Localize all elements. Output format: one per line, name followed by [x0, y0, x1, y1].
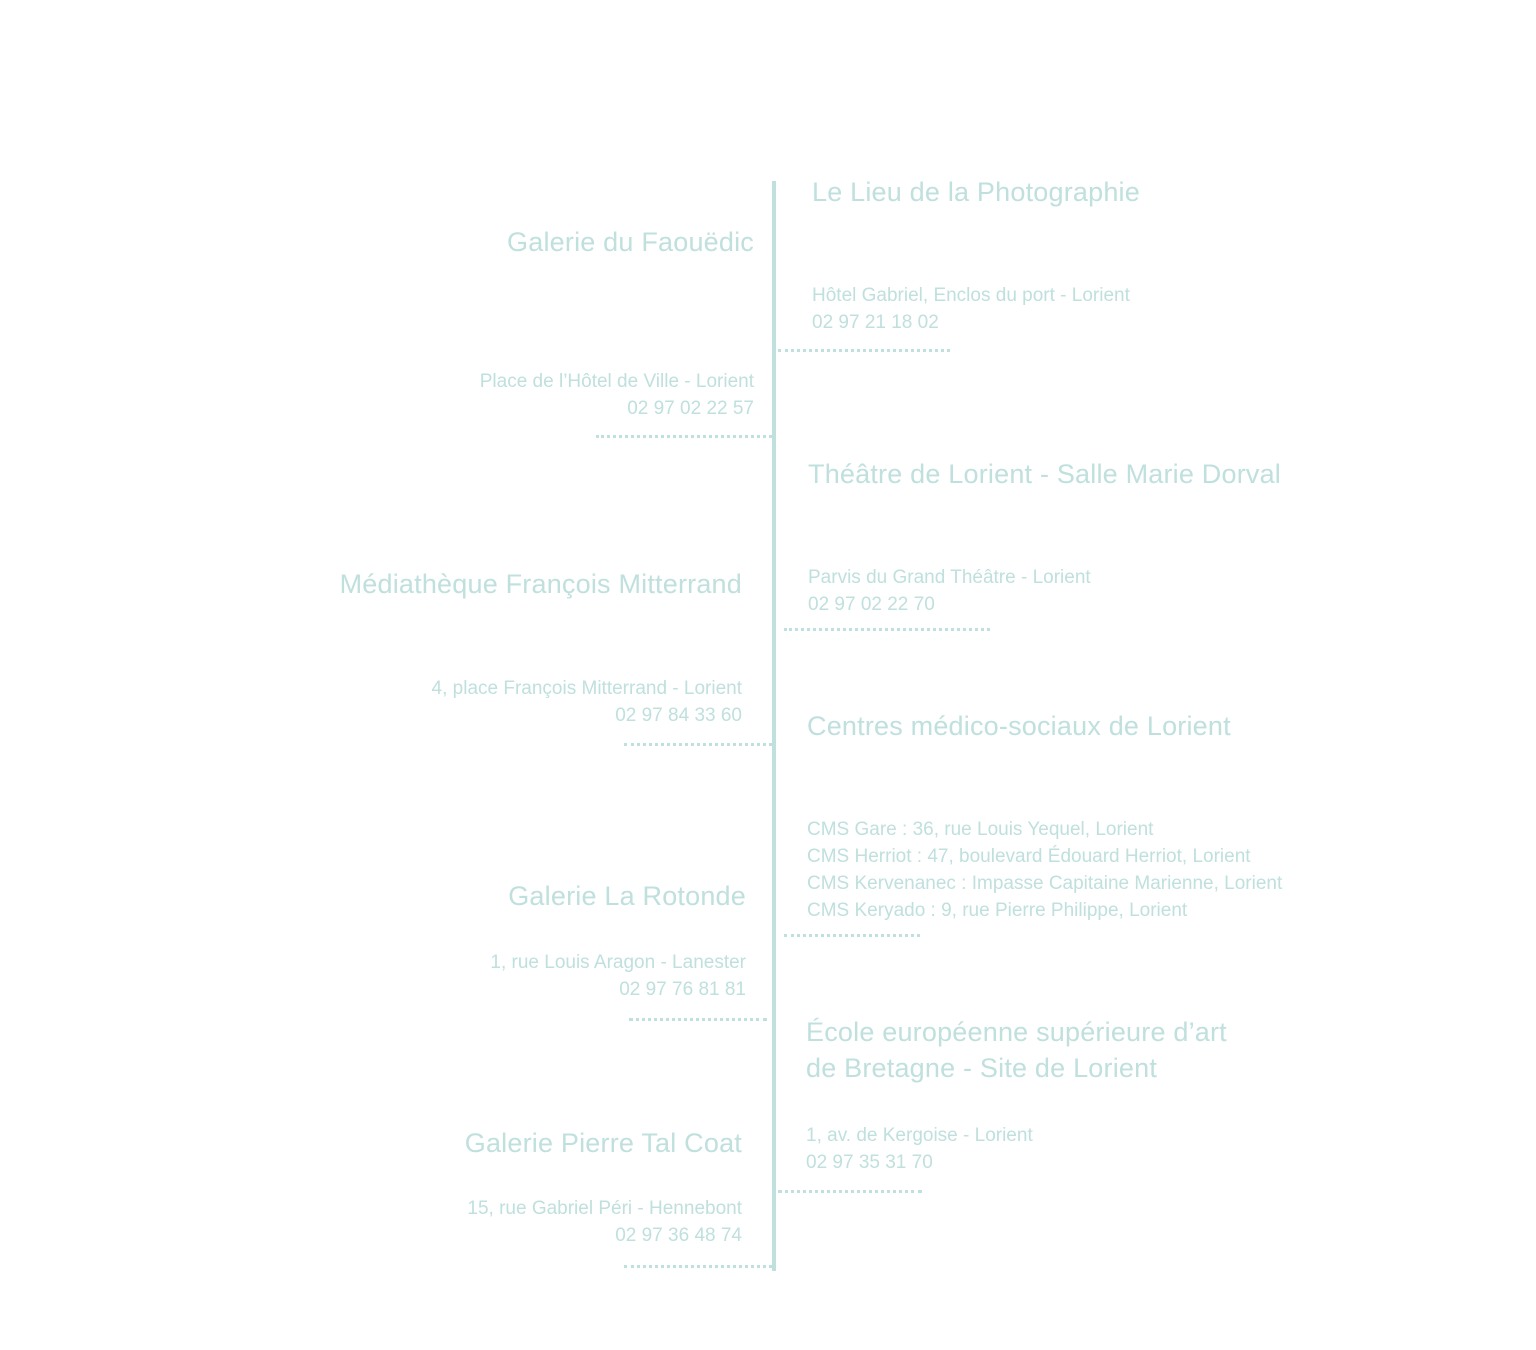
- venue-phone: 02 97 02 22 70: [808, 594, 935, 615]
- venue-address: Place de l’Hôtel de Ville - Lorient: [479, 371, 754, 392]
- venue-centres-medico-sociaux: [807, 708, 1282, 924]
- cms-line: CMS Gare : 36, rue Louis Yequel, Lorient: [807, 819, 1154, 840]
- venue-name-line-2: de Bretagne - Site de Lorient: [806, 1053, 1158, 1083]
- venue-details: [808, 564, 1281, 618]
- timeline-vertical-line: [772, 181, 776, 1271]
- venue-phone: 02 97 21 18 02: [812, 312, 939, 333]
- dotted-separator: [784, 628, 990, 631]
- venue-details: [807, 816, 1282, 924]
- cms-line: CMS Herriot : 47, boulevard Édouard Herriot, Lorient: [807, 846, 1251, 867]
- venue-name: Centres médico-sociaux de Lorient: [807, 711, 1231, 741]
- venue-phone: 02 97 35 31 70: [806, 1152, 933, 1173]
- venue-details: [490, 949, 746, 1003]
- venue-phone: 02 97 36 48 74: [615, 1225, 742, 1246]
- venue-mediatheque-francois-mitterrand: [340, 566, 742, 729]
- venue-phone: 02 97 84 33 60: [615, 705, 742, 726]
- venue-details: [465, 1195, 742, 1249]
- venue-address: 4, place François Mitterrand - Lorient: [431, 678, 742, 699]
- venue-details: [812, 282, 1140, 336]
- cms-line: CMS Kervenanec : Impasse Capitaine Marienne, Lorient: [807, 873, 1283, 894]
- venue-address: 1, av. de Kergoise - Lorient: [806, 1125, 1033, 1146]
- dotted-separator: [629, 1018, 767, 1021]
- venue-galerie-du-faouedic: [480, 224, 754, 422]
- venue-le-lieu-de-la-photographie: [812, 174, 1140, 336]
- venue-details: [480, 368, 754, 422]
- venue-name: Médiathèque François Mitterrand: [339, 569, 742, 599]
- dotted-separator: [624, 1265, 772, 1268]
- venue-address: Parvis du Grand Théâtre - Lorient: [808, 567, 1091, 588]
- dotted-separator: [778, 1190, 922, 1193]
- venue-name: Galerie du Faouëdic: [507, 227, 754, 257]
- venue-address: 1, rue Louis Aragon - Lanester: [490, 952, 746, 973]
- venue-theatre-de-lorient: [808, 456, 1281, 618]
- dotted-separator: [596, 435, 772, 438]
- venue-phone: 02 97 02 22 57: [627, 398, 754, 419]
- cms-line: CMS Keryado : 9, rue Pierre Philippe, Lorient: [807, 900, 1188, 921]
- venue-name: Galerie Pierre Tal Coat: [464, 1128, 742, 1158]
- venue-galerie-pierre-tal-coat: [465, 1125, 742, 1249]
- venue-details: [806, 1122, 1227, 1176]
- venue-name: Le Lieu de la Photographie: [812, 177, 1140, 207]
- venue-galerie-la-rotonde: [490, 878, 746, 1003]
- dotted-separator: [784, 934, 920, 937]
- dotted-separator: [778, 349, 950, 352]
- venue-details: [340, 675, 742, 729]
- venue-name: Galerie La Rotonde: [508, 881, 746, 911]
- venue-address: 15, rue Gabriel Péri - Hennebont: [467, 1198, 742, 1219]
- venue-name-line-1: École européenne supérieure d’art: [806, 1017, 1227, 1047]
- venue-name: Théâtre de Lorient - Salle Marie Dorval: [808, 459, 1282, 489]
- venue-address: Hôtel Gabriel, Enclos du port - Lorient: [812, 285, 1130, 306]
- venue-ecole-europeenne-superieure-d-art: [806, 1014, 1227, 1176]
- dotted-separator: [624, 743, 772, 746]
- venue-phone: 02 97 76 81 81: [619, 979, 746, 1000]
